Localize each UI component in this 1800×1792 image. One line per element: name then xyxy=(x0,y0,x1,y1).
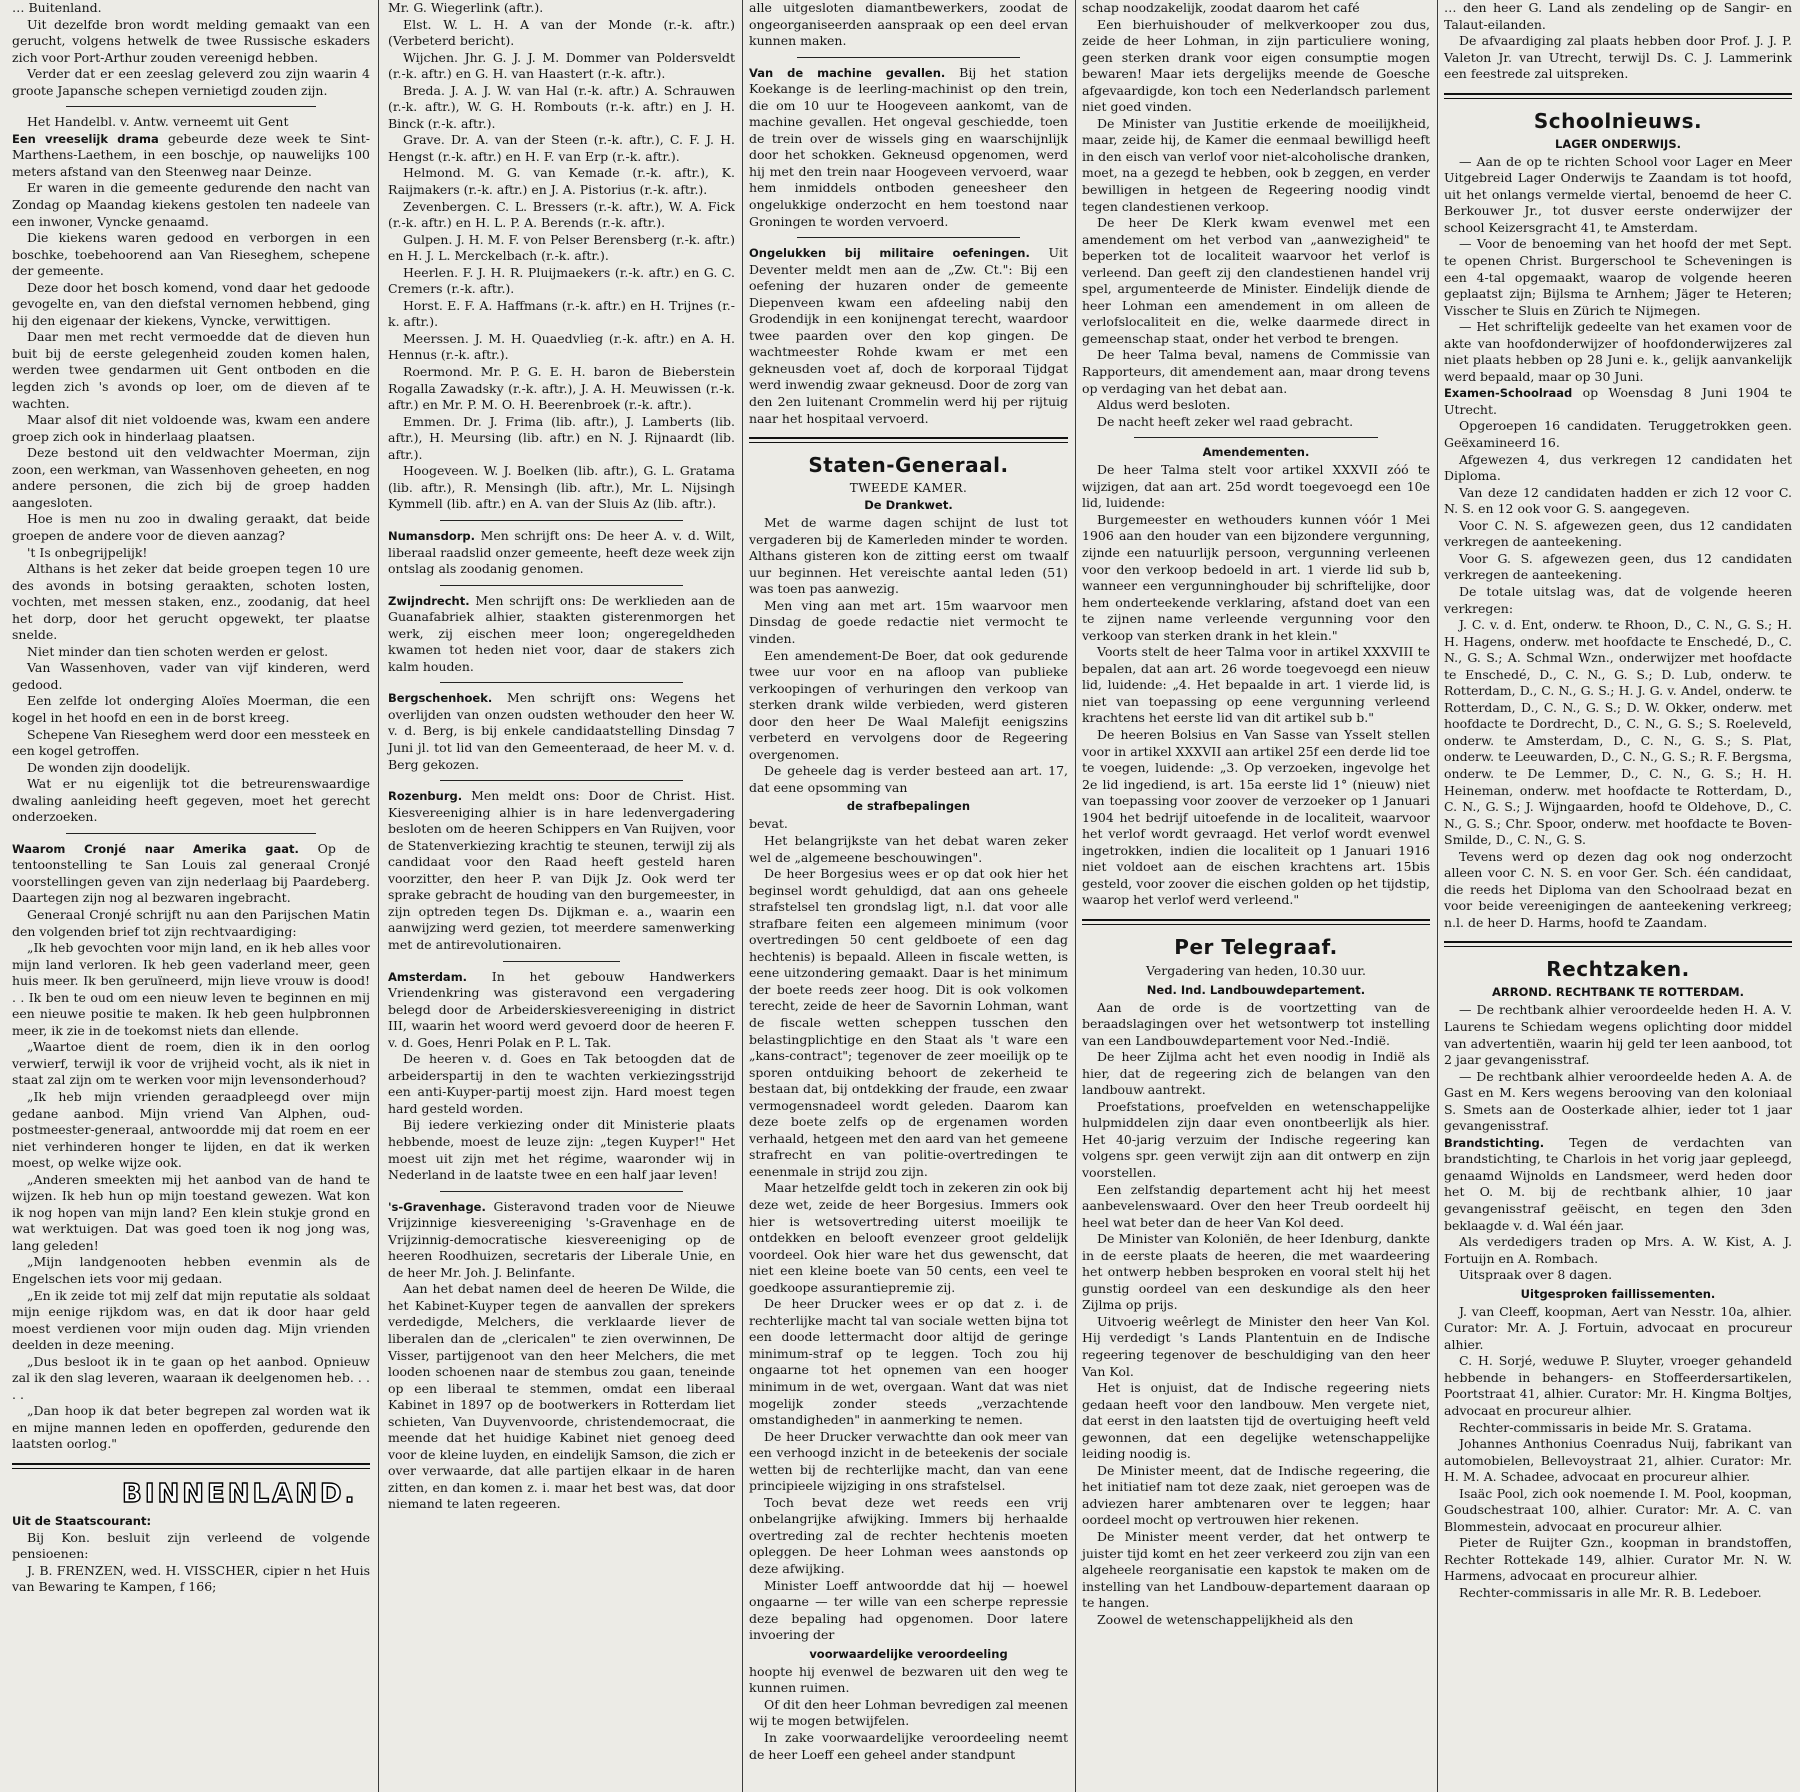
article-text: Rechter-commissaris in alle Mr. R. B. Ledeboer. xyxy=(1459,1585,1762,1601)
article-text: Men schrijft ons: De werklieden aan de Guanafabriek alhier, staakten gisterenmorgen het werk, zij eischen meer loon; ongeregeldheden kwamen tot heden niet voor, daar de stakers zich kalm houden. xyxy=(388,592,735,674)
article-paragraph xyxy=(388,414,735,464)
article-text: Men meldt ons: Door de Christ. Hist. Kiesvereeniging alhier is in hare ledenvergadering besloten om de heeren Schippers en Van Ruijven, voor de Statenverkiezing krachtig te steunen, terwijl zij als candidaat voor den Raad heeft gesteld haren voorzitter, den heer P. van Dijk Jz. Ook werd ter sprake gebracht de houding van den burgemeester, in zijn optreden tegen Ds. Dijkman e. a., waarin een aanwijzing werd gezien, tot meerdere samenwerking met de antirevolutionairen. xyxy=(388,788,735,952)
article-text: Helmond. M. G. van Kemade (r.-k. aftr.), K. Raijmakers (r.-k. aftr.) en J. A. Pistorius (r.-k. aftr.). xyxy=(388,165,735,198)
article-text: Die kiekens waren gedood en verborgen in een boschke, toebehoorend aan Van Rieseghem, schepene der gemeente. xyxy=(12,230,370,279)
article-text: Uit dezelfde bron wordt melding gemaakt van een gerucht, volgens hetwelk de twee Russische eskaders zich voor Port-Arthur zouden vereenigd hebben. xyxy=(12,16,370,65)
article-text: De Minister van Justitie erkende de moeilijkheid, maar, zeide hij, de Kamer die eenmaal bewilligd heeft in den eisch van verlof voor niet-alcoholische dranken, moet, na a gezegd te hebben, ook b zeggen, en verder bewilligen in hetgeen de Regeering noodig vindt tegen clandestienen verkoop. xyxy=(1082,115,1430,214)
article-paragraph xyxy=(12,644,370,661)
article-text: Burgemeester en wethouders kunnen vóór 1 Mei 1906 aan den houder van een bijzondere vergunning, zijnde een natuurlijk persoon, vergunning verleenen voor den verkoop bedoeld in art. 1 vierde lid sub b, wanneer een vergunninghouder bij schriftelijke, door hem onderteekende verklaring, afstand doet van een te zijnen name verleende vergunning voor den verkoop van sterken drank in het klein." xyxy=(1082,511,1430,643)
article-text: Van Wassenhoven, vader van vijf kinderen, werd gedood. xyxy=(12,660,370,692)
article-text: Breda. J. A. J. W. van Hal (r.-k. aftr.) A. Schrauwen (r.-k. aftr.), W. G. H. Rombouts (r.-k. aftr.) en J. H. Binck (r.-k. aftr.). xyxy=(388,82,735,131)
article-paragraph xyxy=(1444,1436,1792,1486)
subheading: ARROND. RECHTBANK TE ROTTERDAM. xyxy=(1491,985,1744,1000)
article-text: Zoowel de wetenschappelijkheid als den xyxy=(1097,1611,1354,1627)
column-4 xyxy=(1078,0,1434,1792)
column-5 xyxy=(1440,0,1796,1792)
article-text: De heer Drucker verwachtte dan ook meer van een verhoogd inzicht in de beteekenis der sociale wetten bij de rechterlijke macht, dan van eene principieele wijziging in ons strafstelsel. xyxy=(749,1428,1068,1494)
article-paragraph xyxy=(1082,414,1430,431)
article-paragraph xyxy=(12,1563,370,1596)
section-rule xyxy=(1444,93,1792,99)
article-text: Wat er nu eigenlijk tot die betreurenswaardige dwaling aanleiding heeft gegeven, moet het gerecht onderzoeken. xyxy=(12,776,370,825)
article-paragraph xyxy=(1444,849,1792,932)
article-paragraph xyxy=(1082,1099,1430,1182)
section-heading: BINNENLAND. xyxy=(122,1479,358,1510)
subheading: voorwaardelijke veroordeeling xyxy=(809,1646,1008,1661)
article-text: Er waren in die gemeente gedurende den nacht van Zondag op Maandag kiekens gestolen ten nadeele van een inwoner, Vyncke genaamd. xyxy=(12,180,370,229)
article-paragraph xyxy=(12,1530,370,1563)
separator-rule xyxy=(503,961,621,962)
separator-rule xyxy=(440,585,683,586)
article-paragraph xyxy=(1444,452,1792,485)
article-text: Voorts stelt de heer Talma voor in artikel XXXVIII te bepalen, dat aan art. 26 worde toegevoegd een nieuw lid, luidende: „4. Het bepaalde in art. 1 vierde lid, is niet van toepassing op eene vergunning verleend krachtens het eerste lid van dit artikel sub b." xyxy=(1082,644,1430,726)
article-paragraph xyxy=(1444,617,1792,849)
subheading: Amendementen. xyxy=(1202,445,1310,460)
article-paragraph xyxy=(12,760,370,777)
article-text: Bij Kon. besluit zijn verleend de volgende pensioenen: xyxy=(12,1529,370,1562)
article-text: Van deze 12 candidaten hadden er zich 12 voor C. N. S. en 12 ook voor G. S. aangegeven. xyxy=(1444,484,1792,517)
article-paragraph xyxy=(1082,1314,1430,1380)
article-text: De heer Talma beval, namens de Commissie van Rapporteurs, dit amendement aan, maar drong tevens op verdaging van het debat aan. xyxy=(1082,347,1430,396)
article-text: De heeren Bolsius en Van Sasse van Ysselt stellen voor in artikel XXXVII aan artikel 25f een derde lid toe te voegen, luidende: „3. Op verzoeken, ingevolge het 2e lid ingediend, is art. 15a eerste lid 1° (nieuw) niet van toepassing voor zoover de verzoeker op 1 Januari 1904 het bedrijf uitoefende in de localiteit, waarvoor het verlof wordt gevraagd. Het verlof wordt evenwel ingetrokken, indien die localiteit op 1 Januari 1916 niet voldoet aan de eischen krachtens art. 15bis gesteld, voor zoover die eischen golden op het tijdstip, waarop het verlof werd verleend." xyxy=(1082,726,1430,908)
article-text: Meerssen. J. M. H. Quaedvlieg (r.-k. aftr.) en A. H. Hennus (r.-k. aftr.). xyxy=(388,330,735,363)
article-text: De heer Drucker wees er op dat z. i. de rechterlijke macht tal van sociale wetten bijna tot een doode lettermacht door altijd de geringe minimum-straf op te leggen. Toch zou hij ongaarne tot het opnemen van een hooger minimum in de wet, overgaan. Want dat was niet mogelijk zonder steeds „verzachtende omstandigheden" in aanmerking te nemen. xyxy=(749,1296,1068,1428)
column-2 xyxy=(384,0,739,1792)
article-paragraph xyxy=(12,561,370,644)
article-paragraph xyxy=(12,445,370,511)
article-paragraph xyxy=(1082,963,1430,980)
article-paragraph xyxy=(1444,0,1792,33)
article-text: Schepene Van Rieseghem werd door een messteek en een kogel getroffen. xyxy=(12,726,370,759)
article-text: „Ik heb mijn vrienden geraadpleegd over mijn gedane aanbod. Mijn vriend Van Alphen, oud-postmeester-generaal, antwoordde mij dat roem en eer niet verhinderen honger te lijden, en dat ik werken moest, op welke wijze ook. xyxy=(12,1089,370,1171)
article-paragraph xyxy=(1444,584,1792,617)
subheading: Uitgesproken faillissementen. xyxy=(1520,1286,1716,1301)
article-text: Deze door het bosch komend, vond daar het gedoode gevogelte en, van den diefstal vernomen hebbend, ging hij den eigenaar der kiekens, Vyncke, verwittigen. xyxy=(12,279,370,328)
article-text: Wijchen. Jhr. G. J. J. M. Dommer van Poldersveldt (r.-k. aftr.) en G. H. van Haastert (r.-k. aftr.). xyxy=(388,49,735,82)
article-paragraph xyxy=(1082,727,1430,909)
article-lead: Ongelukken bij militaire oefeningen. xyxy=(749,246,1030,261)
article-paragraph xyxy=(1444,1234,1792,1267)
separator-rule xyxy=(440,520,683,521)
article-text: Een zelfstandig departement acht hij het meest aanbevelenswaard. Over den heer Treub oordeelt hij heel wat beter dan de heer Van Kol deed. xyxy=(1082,1181,1430,1230)
article-paragraph xyxy=(1444,385,1792,418)
article-paragraph xyxy=(1082,116,1430,215)
article-text: In het gebouw Handwerkers Vriendenkring was gisteravond een vergadering belegd door de Arbeiderskiesvereeniging in district III, waarin het woord werd gevoerd door de heeren F. v. d. Goes, Henri Polak en P. L. Tak. xyxy=(388,968,735,1050)
article-text: Hoe is men nu zoo in dwaling geraakt, dat beide groepen de andere voor de dieven aanzag? xyxy=(12,511,370,543)
column-rule xyxy=(378,0,379,1792)
subheading: Ned. Ind. Landbouwdepartement. xyxy=(1146,982,1366,997)
article-paragraph xyxy=(388,17,735,50)
article-paragraph xyxy=(1082,1380,1430,1463)
article-text: — Voor de benoeming van het hoofd der met Sept. te openen Christ. Burgerschool te Scheveningen is een 4-tal opgemaakt, waarop de volgende heeren geplaatst zijn; Bijlsma te Arnhem; Jäger te Heteren; Visscher te Sluis en Zürich te Nijmegen. xyxy=(1444,236,1792,318)
article-text: Grave. Dr. A. van der Steen (r.-k. aftr.), C. F. J. H. Hengst (r.-k. aftr.) en H. F. van Erp (r.-k. aftr.). xyxy=(388,132,735,164)
article-lead: Waarom Cronjé naar Amerika gaat. xyxy=(12,841,299,856)
article-text: Generaal Cronjé schrijft nu aan den Parijschen Matin den volgenden brief tot zijn rechtvaardiging: xyxy=(12,906,370,939)
article-text: De Minister van Koloniën, de heer Idenburg, dankte in de eerste plaats de heeren, die met waardeering het ontwerp hebben besproken en vooral stelt hij het gunstig oordeel van een deskundige als den heer Zijlma op prijs. xyxy=(1082,1231,1430,1313)
article-paragraph xyxy=(1082,512,1430,644)
article-paragraph xyxy=(749,1578,1068,1644)
article-paragraph xyxy=(1444,1069,1792,1135)
article-paragraph xyxy=(12,1354,370,1404)
article-paragraph xyxy=(1082,397,1430,414)
article-paragraph xyxy=(1082,347,1430,397)
article-text: De totale uitslag was, dat de volgende heeren verkregen: xyxy=(1444,583,1792,616)
article-paragraph xyxy=(1444,236,1792,319)
article-text: De heer Talma stelt voor artikel XXXVII zóó te wijzigen, dat aan art. 25d wordt toegevoegd een 10e lid, luidende: xyxy=(1082,462,1430,511)
article-text: De heer Borgesius wees er op dat ook hier het beginsel wordt gehuldigd, dat aan ons geheele strafstelsel ten grondslag ligt, n.l. dat voor alle strafbare feiten een algemeen minimum (voor overtredingen 50 cent geldboete of een dag hechtenis) is bepaald. Alleen in fiscale wetten, is eene uitzondering gemaakt. Daar is het minimum der boete reeds zeer hoog. Dit is ook volkomen terecht, zeide de heer de Savornin Lohman, want de fiscale wetten scheppen tusschen den belastingplichtige en den Staat als 't ware een „kans-contract"; tegenover de zeer moeilijk op te sporen ontduiking behoort de zekerheid te bestaan dat, bij ontdekking der fraude, een zwaar vermogensnadeel wordt geleden. Daarom kan deze boete zelfs op de ergenamen worden verhaald, hetgeen met den aard van het gemeene strafrecht en van politie-overtredingen te eenenmale in strijd zou zijn. xyxy=(749,866,1068,1179)
article-text: „Anderen smeekten mij het aanbod van de hand te wijzen. Ik heb hun op mijn toestand gewezen. Wat kon ik nog hopen van mijn land? Een klein stukje grond en wat werktuigen. Dat was goed toen ik nog jong was, lang geleden! xyxy=(12,1171,370,1253)
article-paragraph xyxy=(1444,1267,1792,1284)
article-text: Afgewezen 4, dus verkregen 12 candidaten het Diploma. xyxy=(1444,451,1792,484)
article-text: Een zelfde lot onderging Aloïes Moerman, die een kogel in het hoofd en een in de borst kreeg. xyxy=(12,693,370,725)
article-text: Of dit den heer Lohman bevredigen zal meenen wij te mogen betwijfelen. xyxy=(749,1696,1068,1729)
article-paragraph xyxy=(388,298,735,331)
subheading-caps: TWEEDE KAMER. xyxy=(849,481,968,496)
article-lead: Rozenburg. xyxy=(388,789,463,804)
article-paragraph xyxy=(12,693,370,726)
article-paragraph xyxy=(1444,485,1792,518)
article-paragraph xyxy=(12,17,370,67)
article-text: De afvaardiging zal plaats hebben door Prof. J. J. P. Valeton Jr. van Utrecht, terwijl Ds. C. J. Lammerink een feestrede zal uitspreken. xyxy=(1444,33,1792,82)
article-paragraph xyxy=(388,132,735,165)
article-paragraph xyxy=(12,131,370,181)
article-text: Mr. G. Wiegerlink (aftr.). xyxy=(388,0,544,15)
article-text: bevat. xyxy=(749,816,788,832)
article-paragraph xyxy=(749,1495,1068,1578)
article-text: gebeurde deze week te Sint-Marthens-Laethem, in een boschje, op nauwelijks 100 meters afstand van den Steenweg naar Deinze. xyxy=(12,130,370,179)
section-heading: Per Telegraaf. xyxy=(1174,934,1338,959)
article-text: Isaäc Pool, zich ook noemende I. M. Pool, koopman, Goudschestraat 100, alhier. Curator: Mr. A. C. van Blommestein, advocaat en procureur alhier. xyxy=(1444,1485,1792,1534)
article-text: Tevens werd op dezen dag ook nog onderzocht alleen voor C. N. S. en voor Ger. Sch. één candidaat, die reeds het Diploma van den Schoolraad bezat en voor beide vereenigingen de aanteekening verkreeg; n.l. de heer D. Harms, hoofd te Zaandam. xyxy=(1444,848,1792,930)
article-paragraph xyxy=(388,364,735,414)
article-text: — De rechtbank alhier veroordeelde heden H. A. V. Laurens te Schiedam wegens oplichting door middel van advertentiën, waarin hij geld ter leen aanbood, tot 2 jaar gevangenisstraf. xyxy=(1444,1002,1792,1068)
article-paragraph xyxy=(388,690,735,773)
article-text: Minister Loeff antwoordde dat hij — hoewel ongaarne — ter wille van een scherpe repressie deze bepaling had opgenomen. Door latere invoering der xyxy=(749,1577,1068,1643)
article-paragraph xyxy=(749,0,1068,50)
article-text: Maar hetzelfde geldt toch in zekeren zin ook bij deze wet, zeide de heer Borgesius. Immers ook hier is wetsovertreding uiterst moeilijk te ontdekken en belooft evenzeer groot geldelijk voordeel. Ook hier ware het dus gewenscht, dat niet een kleine boete van 50 cents, een veel te goedkoope assurantiepremie zij. xyxy=(749,1180,1068,1295)
article-text: J. B. FRENZEN, wed. H. VISSCHER, cipier n het Huis van Bewaring te Kampen, f 166; xyxy=(12,1562,370,1595)
article-paragraph xyxy=(12,660,370,693)
subheading: De Drankwet. xyxy=(864,498,953,513)
article-paragraph xyxy=(388,1199,735,1282)
article-paragraph xyxy=(749,515,1068,598)
section-heading: Staten-Generaal. xyxy=(808,453,1009,478)
article-paragraph xyxy=(388,199,735,232)
article-paragraph xyxy=(12,1039,370,1089)
article-paragraph xyxy=(1444,1353,1792,1419)
article-paragraph xyxy=(388,83,735,133)
section-rule xyxy=(1082,919,1430,925)
article-text: J. C. v. d. Ent, onderw. te Rhoon, D., C. N., G. S.; H. H. Hagens, onderw. met hoofdacte te Enschedé, D., C. N., G. S.; A. Schmal Wzn., onderwijzer met hoofdacte te Enschedé, D., C. N., G. S.; D. Lub, onderw. te Rotterdam, D., C. N., G. S.; H. J. G. v. Andel, onderw. te Rotterdam, D., C. N., G. S.; D. W. Okker, onderw. met hoofdacte te Dordrecht, D., C. N., G. S.; S. Roeleveld, onderw. te Amsterdam, D., C. N., G. S.; S. Plat, onderw. te Leeuwarden, D., C. N., G. S.; R. F. Bergsma, onderw. te De Lemmer, D., C. N., G. S.; H. H. Heineman, onderw. met hoofdacte te Rotterdam, D., C. N., G. S.; J. Wijngaarden, hoofd te Oldehove, D., C. N., G. S.; Chr. Spoor, onderw. met hoofdacte te Boven-Smilde, D., C. N., G. S. xyxy=(1444,617,1792,848)
article-paragraph xyxy=(388,1117,735,1183)
article-text: Een amendement-De Boer, dat ook gedurende twee uur voor en na afloop van publieke verkoopingen of verhuringen den verkoop van sterken drank wilde verbieden, werd gisteren door den heer De Waal Malefijt eenigszins verbeterd en vervolgens door de Regeering overgenomen. xyxy=(749,647,1068,762)
article-text: De nacht heeft zeker wel raad gebracht. xyxy=(1097,413,1354,429)
section-rule xyxy=(749,437,1068,443)
article-paragraph xyxy=(12,727,370,760)
article-text: Roermond. Mr. P. G. E. H. baron de Bieberstein Rogalla Zawadsky (r.-k. aftr.), J. A. H. Meuwissen (r.-k. aftr.) en Mr. P. M. O. H. Beerenbroek (r.-k. aftr.). xyxy=(388,364,735,413)
subheading: LAGER ONDERWIJS. xyxy=(1555,136,1681,151)
article-text: Gisteravond traden voor de Nieuwe Vrijzinnige kiesvereeniging 's-Gravenhage en de Vrijzinnig-democratische kiesvereeniging op de heeren Roodhuizen, secretaris der Liberale Unie, en de heer Mr. Joh. J. Belinfante. xyxy=(388,1198,735,1280)
article-text: De heer Zijlma acht het even noodig in Indië als hier, dat de regeering zich de belangen van den landbouw aantrekt. xyxy=(1082,1049,1430,1098)
article-text: schap noodzakelijk, zoodat daarom het café xyxy=(1082,0,1360,15)
article-paragraph xyxy=(749,1697,1068,1730)
article-paragraph xyxy=(749,866,1068,1180)
article-text: De heeren v. d. Goes en Tak betoogden dat de arbeiderspartij in den te wachten verkiezingsstrijd een anti-Kuyper-partij moest zijn. Hard moest tegen hard gesteld worden. xyxy=(388,1051,735,1116)
article-paragraph xyxy=(12,1288,370,1354)
separator-rule xyxy=(797,237,1020,238)
article-paragraph xyxy=(12,0,370,17)
article-lead: Brandstichting. xyxy=(1444,1135,1545,1150)
article-text: C. H. Sorjé, weduwe P. Sluyter, vroeger gehandeld hebbende in behangers- en Stoffeerdersartikelen, Poortstraat 41, alhier. Curator: Mr. H. Kingma Boltjes, advocaat en procureur alhier. xyxy=(1444,1353,1792,1419)
section-heading: Rechtzaken. xyxy=(1546,957,1690,982)
column-1 xyxy=(8,0,374,1792)
article-paragraph xyxy=(12,511,370,544)
article-paragraph xyxy=(12,1172,370,1255)
article-text: Voor G. S. afgewezen geen, dus 12 candidaten verkregen de aanteekening. xyxy=(1444,550,1792,583)
article-text: „Waartoe dient de roem, dien ik in den oorlog verwierf, terwijl ik voor de vrijheid vocht, als ik niet in staat zal zijn om te werken voor mijn levensonderhoud? xyxy=(12,1039,370,1088)
article-text: Johannes Anthonius Coenradus Nuij, fabrikant van automobielen, Bellevoystraat 21, alhier. Curator: Mr. H. M. A. Schadee, advocaat en procureur alhier. xyxy=(1444,1436,1792,1485)
article-paragraph xyxy=(749,1180,1068,1296)
article-text: Toch bevat deze wet reeds een vrij onbelangrijke afwijking. Immers bij herhaalde overtreding zal de rechter hechtenis moeten opleggen. De heer Lohman wees aanstonds op deze afwijking. xyxy=(749,1494,1068,1577)
article-text: Gulpen. J. H. M. F. von Pelser Berensberg (r.-k. aftr.) en H. J. L. Merckelbach (r.-k. aftr.). xyxy=(388,231,735,264)
article-paragraph xyxy=(388,593,735,676)
article-paragraph xyxy=(1082,1182,1430,1232)
article-text: Uitvoerig weêrlegt de Minister den heer Van Kol. Hij verdedigt 's Lands Plantentuin en de Indische regeering tegenover de beschuldiging van den heer Van Kol. xyxy=(1082,1313,1430,1379)
article-text: hoopte hij evenwel de bezwaren uit den weg te kunnen ruimen. xyxy=(749,1663,1068,1696)
article-text: — De rechtbank alhier veroordeelde heden A. A. de Gast en M. Kers wegens berooving van den koloniaal S. Smets aan de Oosterkade alhier, ieder tot 1 jaar gevangenisstraf. xyxy=(1444,1068,1792,1134)
article-paragraph xyxy=(1082,1529,1430,1612)
section-rule xyxy=(12,1463,370,1469)
article-text: alle uitgesloten diamantbewerkers, zoodat de ongeorganiseerden aanspraak op een deel ervan kunnen maken. xyxy=(749,0,1068,49)
article-paragraph xyxy=(388,1281,735,1513)
article-paragraph xyxy=(388,969,735,1052)
article-paragraph xyxy=(1444,1585,1792,1602)
article-paragraph xyxy=(749,65,1068,230)
article-lead: Numansdorp. xyxy=(388,528,475,543)
article-lead: Uit de Staatscourant: xyxy=(12,1514,152,1529)
article-paragraph xyxy=(1444,1304,1792,1354)
article-text: „Ik heb gevochten voor mijn land, en ik heb alles voor mijn land verloren. Ik heb geen vaderland meer, geen huis meer. Ik ben geruïneerd, mijn lieve vrouw is dood! . . Ik ben te oud om een nieuw leven te beginnen en mij een nieuwe positie te maken. Ik heb geen hulpbronnen meer, ik zie in de toekomst niets dan ellende. xyxy=(12,940,370,1038)
article-text: Als verdedigers traden op Mrs. A. W. Kist, A. J. Fortuijn en A. Rombach. xyxy=(1444,1234,1792,1266)
column-rule xyxy=(1075,0,1076,1792)
article-paragraph xyxy=(749,1664,1068,1697)
article-paragraph xyxy=(1444,33,1792,83)
article-text: Vergadering van heden, 10.30 uur. xyxy=(1146,962,1366,978)
article-text: Voor C. N. S. afgewezen geen, dus 12 candidaten verkregen de aanteekening. xyxy=(1444,517,1792,550)
article-paragraph xyxy=(1444,551,1792,584)
article-text: Op de tentoonstelling te San Louis zal generaal Cronjé voorstellingen geven van zijn nederlaag bij Paardeberg. Daartegen zijn nog al bezwaren ingebracht. xyxy=(12,840,370,906)
article-text: Rechter-commissaris in beide Mr. S. Gratama. xyxy=(1459,1419,1752,1435)
article-paragraph xyxy=(749,816,1068,833)
article-paragraph xyxy=(12,545,370,562)
article-text: Emmen. Dr. J. Frima (lib. aftr.), J. Lamberts (lib. aftr.), H. Meursing (lib. aftr.) en N. J. Rijnaardt (lib. aftr.). xyxy=(388,413,735,462)
article-text: In zake voorwaardelijke veroordeeling neemt de heer Loeff een geheel ander standpunt xyxy=(749,1729,1068,1762)
article-paragraph xyxy=(1082,0,1430,17)
article-paragraph xyxy=(388,232,735,265)
article-lead: Een vreeselijk drama xyxy=(12,131,159,146)
article-paragraph xyxy=(749,245,1068,427)
article-paragraph xyxy=(12,66,370,99)
separator-rule xyxy=(66,833,317,834)
article-text: Deze bestond uit den veldwachter Moerman, zijn zoon, een werkman, van Wassenhoven geheeten, en nog andere personen, die zich bij de groep hadden aangesloten. xyxy=(12,445,370,510)
article-lead: Amsterdam. xyxy=(388,969,468,984)
article-paragraph xyxy=(12,841,370,907)
article-paragraph xyxy=(12,907,370,940)
article-paragraph xyxy=(388,788,735,953)
article-text: Men schrijft ons: Wegens het overlijden van onzen oudsten wethouder den heer W. v. d. Berg, is bij enkele candidaatstelling Dinsdag 7 Juni jl. tot lid van den Gemeenteraad, de heer M. v. d. Berg gekozen. xyxy=(388,690,735,772)
column-3 xyxy=(745,0,1072,1792)
separator-rule xyxy=(1134,437,1378,438)
separator-rule xyxy=(440,682,683,683)
article-paragraph xyxy=(1082,1612,1430,1629)
article-paragraph xyxy=(388,331,735,364)
separator-rule xyxy=(797,57,1020,58)
article-text: Het Handelbl. v. Antw. verneemt uit Gent xyxy=(27,114,289,130)
article-paragraph xyxy=(12,1254,370,1287)
article-paragraph xyxy=(1444,1135,1792,1234)
article-lead: Examen-Schoolraad xyxy=(1444,386,1573,401)
article-text: J. van Cleeff, koopman, Aert van Nesstr. 10a, alhier. Curator: Mr. A. J. Fortuin, advocaat en procureur alhier. xyxy=(1444,1303,1792,1352)
article-paragraph xyxy=(1082,1049,1430,1099)
article-text: Horst. E. F. A. Haffmans (r.-k. aftr.) en H. Trijnes (r.-k. aftr.). xyxy=(388,297,735,330)
article-text: Aan de orde is de voortzetting van de beraadslagingen over het wetsontwerp tot instelling van een Landbouwdepartement voor Ned.-Indië. xyxy=(1082,999,1430,1048)
article-paragraph xyxy=(12,940,370,1039)
article-paragraph xyxy=(12,412,370,445)
separator-rule xyxy=(66,106,317,107)
article-paragraph xyxy=(388,463,735,513)
column-rule xyxy=(742,0,743,1792)
article-paragraph xyxy=(1444,1486,1792,1536)
article-text: Maar alsof dit niet voldoende was, kwam een andere groep zich ook in hinderlaag plaatsen. xyxy=(12,412,370,444)
article-text: De Minister meent verder, dat het ontwerp te juister tijd komt en het zeer verkeerd zou zijn van een algeheele reorganisatie een kapstok te maken om de instelling van het Landbouw-departement daaraan op te hangen. xyxy=(1082,1529,1430,1611)
article-text: 't Is onbegrijpelijk! xyxy=(27,544,148,560)
article-lead: Bergschenhoek. xyxy=(388,691,493,706)
article-paragraph xyxy=(1444,518,1792,551)
article-text: Heerlen. F. J. H. R. Pluijmaekers (r.-k. aftr.) en G. C. Cremers (r.-k. aftr.). xyxy=(388,264,735,297)
article-paragraph xyxy=(1082,1000,1430,1050)
article-text: De Minister meent, dat de Indische regeering, die het initiatief nam tot deze zaak, niet geroepen was de adviezen harer ambtenaren over te leggen; haar oordeel mocht op vertrouwen hier rekenen. xyxy=(1082,1462,1430,1528)
article-text: … Buitenland. xyxy=(12,0,102,15)
article-text: „Mijn landgenooten hebben evenmin als de Engelschen iets voor mij gedaan. xyxy=(12,1254,370,1287)
article-paragraph xyxy=(1444,1420,1792,1437)
article-paragraph xyxy=(12,180,370,230)
subheading: de strafbepalingen xyxy=(846,799,971,814)
article-lead: Van de machine gevallen. xyxy=(749,65,946,80)
article-text: Tegen de verdachten van brandstichting, te Charlois in het vorig jaar gepleegd, genaamd Wijnolds en Landsmeer, werd heden door het O. M. bij de rechtbank alhier, 10 jaar gevangenisstraf geëischt, en tegen den 3den beklaagde v. d. Wal één jaar. xyxy=(1444,1134,1792,1233)
article-text: Hoogeveen. W. J. Boelken (lib. aftr.), G. L. Gratama (lib. aftr.), R. Mensingh (lib. aftr.), Mr. L. Nijsingh Kymmell (lib. aftr.) en A. van der Sluis Az (lib. aftr.). xyxy=(388,463,735,512)
article-paragraph xyxy=(749,833,1068,866)
article-text: Een bierhuishouder of melkverkooper zou dus, zeide de heer Lohman, in zijn particuliere woning, geen sterken drank voor eigen consumptie mogen bewaren! Maar iets dergelijks meende de Goesche afgevaardigde, kon toch een Nederlandsch parlement niet goed vinden. xyxy=(1082,16,1430,115)
article-paragraph xyxy=(1082,17,1430,116)
article-text: Bij iedere verkiezing onder dit Ministerie plaats hebbende, moest de leuze zijn: „tegen Kuyper!" Het moest uit zijn met het régime, waaronder wij in Nederland in de laatste twee en een half jaar leven! xyxy=(388,1117,735,1183)
article-paragraph xyxy=(12,1089,370,1172)
article-text: Verder dat er een zeeslag geleverd zou zijn waarin 4 groote Japansche schepen vernietigd zouden zijn. xyxy=(12,66,370,98)
article-paragraph xyxy=(12,1403,370,1453)
article-text: Men schrijft ons: De heer A. v. d. Wilt, liberaal raadslid onzer gemeente, heeft deze week zijn ontslag als zoodanig genomen. xyxy=(388,527,735,577)
article-text: Uit Deventer meldt men aan de „Zw. Ct.": Bij een oefening der huzaren onder de gemeente Diepenveen kwam een afdeeling nabij den Grodendijk in een konijnengat terecht, waardoor twee paarden over den kop gingen. De wachtmeester Rohde kwam er met een gekneusden voet af, doch de korporaal Tijdgat werd inwendig zwaar gekneusd. Door de zorg van den 2en luitenant Crommelin werd hij per rijtuig naar het hospitaal vervoerd. xyxy=(749,245,1068,426)
article-paragraph xyxy=(1444,418,1792,451)
article-text: Uitspraak over 8 dagen. xyxy=(1459,1267,1613,1283)
article-lead: 's-Gravenhage. xyxy=(388,1199,486,1214)
article-paragraph xyxy=(1082,644,1430,727)
article-text: Proefstations, proefvelden en wetenschappelijke hulpmiddelen zijn daar even onontbeerlijk als hier. Het 40-jarig verzuim der Indische regeering kan volgens spr. geen verwijt zijn aan dit ontwerp en zijn voorstellen. xyxy=(1082,1098,1430,1180)
column-rule xyxy=(1437,0,1438,1792)
article-paragraph xyxy=(388,265,735,298)
separator-rule xyxy=(440,1191,683,1192)
article-text: Met de warme dagen schijnt de lust tot vergaderen bij de Kamerleden minder te worden. Althans gisteren kon de zitting eerst om twaalf uur beginnen. Het vereischte aantal leden (51) was toen pas aanwezig. xyxy=(749,515,1068,597)
article-text: … den heer G. Land als zendeling op de Sangir- en Talaut-eilanden. xyxy=(1444,0,1792,32)
article-text: Niet minder dan tien schoten werden er gelost. xyxy=(27,643,329,659)
article-paragraph xyxy=(1444,154,1792,237)
article-text: „En ik zeide tot mij zelf dat mijn reputatie als soldaat mijn eenige rijkdom was, en dat ik door haar geld moest verdienen voor mijn ouden dag. Mijn vrienden deelden in deze meening. xyxy=(12,1287,370,1353)
article-paragraph xyxy=(12,329,370,412)
article-text: Elst. W. L. H. A van der Monde (r.-k. aftr.) (Verbeterd bericht). xyxy=(388,16,735,49)
section-rule xyxy=(1444,941,1792,947)
article-paragraph xyxy=(749,1429,1068,1495)
article-paragraph xyxy=(749,598,1068,648)
article-paragraph xyxy=(388,528,735,578)
article-text: Opgeroepen 16 candidaten. Teruggetrokken geen. Geëxamineerd 16. xyxy=(1444,418,1792,451)
article-paragraph xyxy=(12,230,370,280)
article-paragraph xyxy=(749,763,1068,796)
article-text: Men ving aan met art. 15m waarvoor men Dinsdag de goede redactie niet vermocht te vinden. xyxy=(749,597,1068,646)
article-text: Pieter de Ruijter Gzn., koopman in brandstoffen, Rechter Rottekade 149, alhier. Curator Mr. N. W. Harmens, advocaat en procureur alhier. xyxy=(1444,1535,1792,1584)
article-paragraph xyxy=(749,648,1068,764)
article-text: Het is onjuist, dat de Indische regeering niets gedaan heeft voor den landbouw. Men vergete niet, dat eerst in den laatsten tijd de overtuiging heeft veld gewonnen, dat een degelijke wetenschappelijke leiding noodig is. xyxy=(1082,1380,1430,1462)
article-text: Aan het debat namen deel de heeren De Wilde, die het Kabinet-Kuyper tegen de aanvallen der sprekers verdedigde, Melchers, die verklaarde liever de liberalen dan de „clericalen" te zien overwinnen, De Visser, partijgenoot van den heer Melchers, die met looden schoenen naar de stembus zou gaan, teneinde op een liberaal te stemmen, omdat een liberaal Kabinet in 1897 op de bootwerkers in Rotterdam liet schieten, Van Duyvenvoorde, christendemocraat, die meende dat het huidige Kabinet niet genoeg deed voor de kleine luyden, en eindelijk Samson, die zich er over verwaarde, dat alle partijen elkaar in de haren zitten, en dan komen z. i. maar het best was, dat door niemand te laten regeeren. xyxy=(388,1281,735,1512)
article-text: „Dan hoop ik dat beter begrepen zal worden wat ik en mijne mannen leden en opofferden, gedurende den laatsten oorlog." xyxy=(12,1403,370,1452)
article-lead: Zwijndrecht. xyxy=(388,593,470,608)
article-text: Zevenbergen. C. L. Bressers (r.-k. aftr.), W. A. Fick (r.-k. aftr.) en H. L. P. A. Berends (r.-k. aftr.). xyxy=(388,198,735,231)
article-paragraph xyxy=(749,1296,1068,1428)
article-text: De geheele dag is verder besteed aan art. 17, dat eene opsomming van xyxy=(749,763,1068,795)
article-text: Daar men met recht vermoedde dat de dieven hun buit bij de eerste gelegenheid zouden komen halen, werden twee gendarmen uit Gent ontboden en die legden zich 's avonds op loer, om de dieven af te wachten. xyxy=(12,329,370,411)
article-paragraph xyxy=(388,50,735,83)
article-paragraph xyxy=(1444,1002,1792,1068)
article-text: op Woensdag 8 Juni 1904 te Utrecht. xyxy=(1444,385,1792,417)
article-text: Aldus werd besloten. xyxy=(1097,397,1231,413)
article-paragraph xyxy=(1444,1535,1792,1585)
article-text: Bij het station Koekange is de leerling-machinist op den trein, die om 10 uur te Hoogeveen aankomt, van de machine gevallen. Het ongeval geschiedde, toen de trein over de wissels ging en waarschijnlijk door het schokken. Gekneusd opgenomen, werd hij met den trein naar Hoogeveen vervoerd, waar hem inmiddels ontboden geneesheer den ongelukkige onderzocht en hem toestond naar Groningen te worden vervoerd. xyxy=(749,64,1068,229)
article-paragraph xyxy=(12,114,370,131)
article-text: — Het schriftelijk gedeelte van het examen voor de akte van hoofdonderwijzer of hoofdonderwijzeres zal niet plaats hebben op 28 Juni e. k., gelijk aanvankelijk werd bepaald, maar op 30 Juni. xyxy=(1444,319,1792,384)
article-paragraph xyxy=(1082,1231,1430,1314)
article-paragraph xyxy=(1082,462,1430,512)
article-text: „Dus besloot ik in te gaan op het aanbod. Opnieuw zal ik den slag leveren, waaraan ik deelgenomen heb. . . . . xyxy=(12,1353,370,1402)
article-paragraph xyxy=(12,776,370,826)
article-text: De wonden zijn doodelijk. xyxy=(27,759,191,775)
article-paragraph xyxy=(12,280,370,330)
article-paragraph xyxy=(749,1730,1068,1763)
article-text: Het belangrijkste van het debat waren zeker wel de „algemeene beschouwingen". xyxy=(749,832,1068,865)
article-text: De heer De Klerk kwam evenwel met een amendement om het verbod van „aanwezigheid" te beperken tot de localiteit waarvoor het verlof is verleend. Dan geeft zij den clandestienen handel vrij spel, argumenteerde de Minister. Eindelijk diende de heer Lohman een amendement in om alleen de verlofslocaliteit en die, welke daarmede direct in gemeenschap staat, onder het verbod te brengen. xyxy=(1082,215,1430,346)
article-paragraph xyxy=(1444,319,1792,385)
article-text: — Aan de op te richten School voor Lager en Meer Uitgebreid Lager Onderwijs te Zaandam is tot hoofd, uit het onlangs vermelde viertal, benoemd de heer C. Berkouwer Jr., tot dusver eerste onderwijzer der school Keizersgracht 41, te Amsterdam. xyxy=(1444,153,1792,235)
article-paragraph xyxy=(1082,1463,1430,1529)
separator-rule xyxy=(440,780,683,781)
article-paragraph xyxy=(388,0,735,17)
article-paragraph xyxy=(388,165,735,198)
article-text: Althans is het zeker dat beide groepen tegen 10 ure des avonds in botsing geraakten, schoten losten, vochten, met messen staken, enz., zoodanig, dat heel het dorp, door het gerucht opgewekt, ter plaatse snelde. xyxy=(12,561,370,643)
section-heading: Schoolnieuws. xyxy=(1533,108,1703,133)
article-paragraph xyxy=(1082,215,1430,347)
article-paragraph xyxy=(388,1051,735,1117)
article-paragraph xyxy=(12,1513,370,1530)
